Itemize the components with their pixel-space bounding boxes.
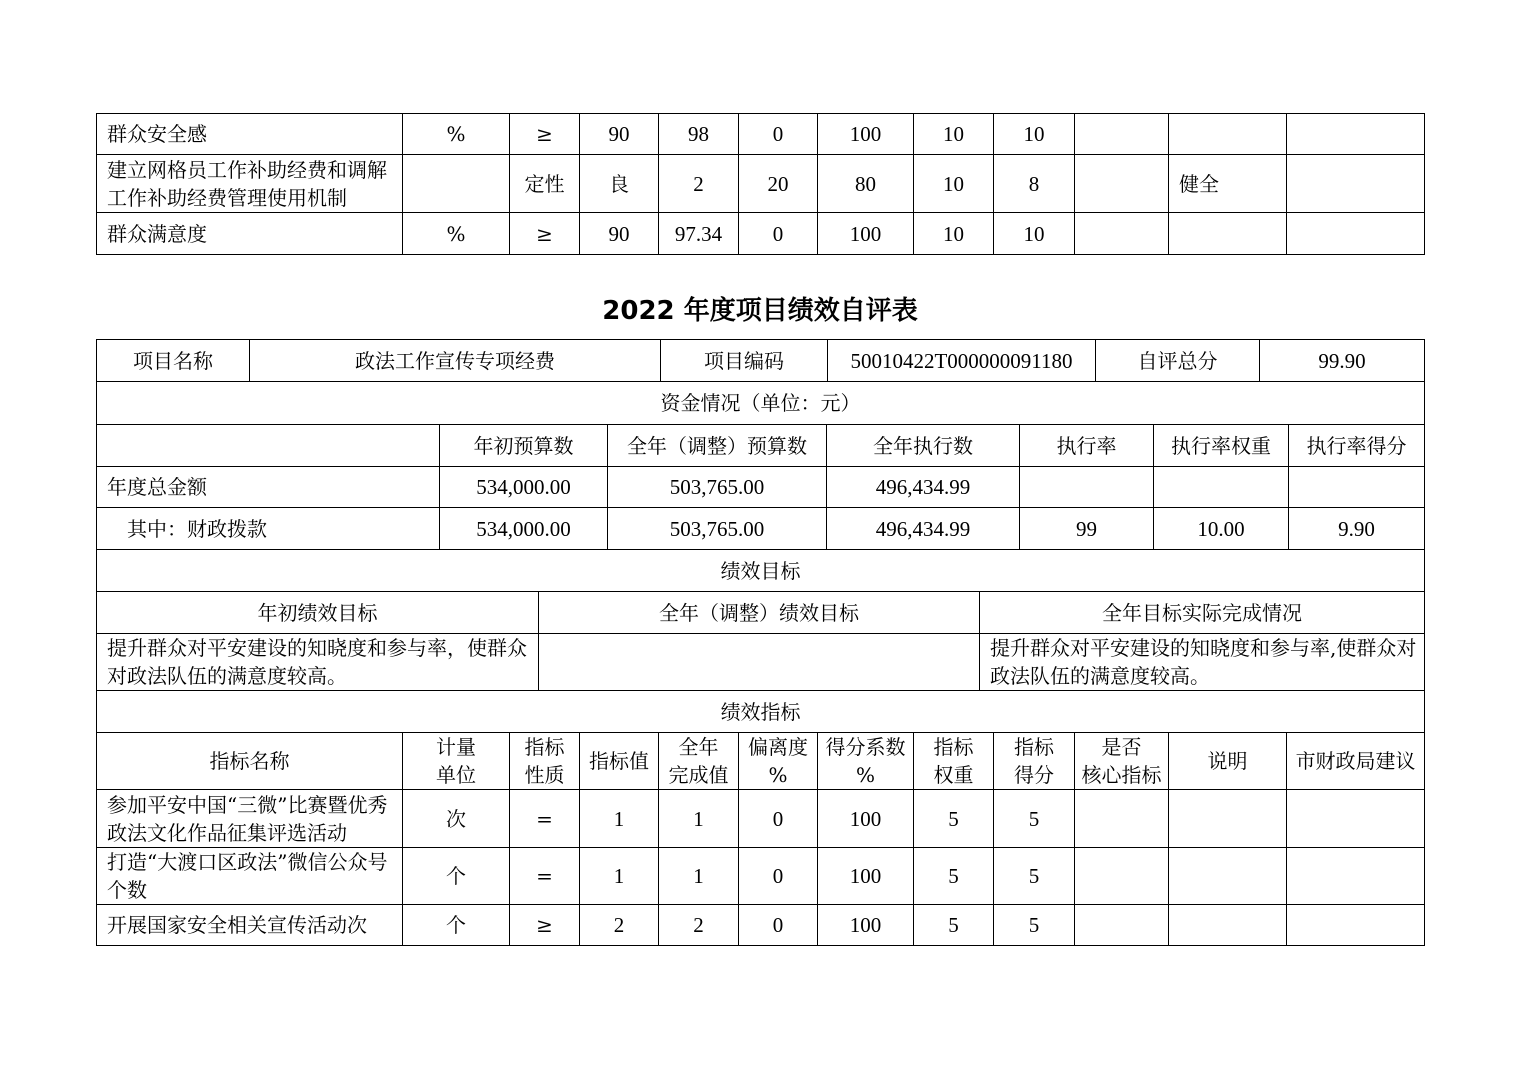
indicator-weight: 5 [914, 790, 994, 848]
total-score-label: 自评总分 [1096, 340, 1260, 382]
indicator-core [1075, 848, 1169, 905]
header-advice: 市财政局建议 [1287, 733, 1425, 790]
column-header: 执行率得分 [1289, 425, 1425, 467]
project-code: 50010422T000000091180 [828, 340, 1096, 382]
indicator-advice [1287, 114, 1425, 155]
project-name: 政法工作宣传专项经费 [250, 340, 661, 382]
indicator-target: 1 [580, 790, 659, 848]
funds-section-label: 资金情况（单位：元） [97, 382, 1425, 425]
indicator-note: 健全 [1169, 155, 1287, 213]
indicator-nature: 定性 [510, 155, 580, 213]
indicator-deviation: 0 [739, 114, 818, 155]
indicator-score: 10 [994, 213, 1075, 255]
table-row [97, 467, 1425, 508]
indicator-score: 10 [994, 114, 1075, 155]
project-info-table [96, 339, 1425, 382]
table-row [97, 508, 1425, 550]
indicator-actual: 2 [659, 155, 739, 213]
indicator-deviation: 0 [739, 905, 818, 946]
column-header: 全年（调整）绩效目标 [539, 592, 980, 634]
initial-budget: 534,000.00 [440, 467, 608, 508]
indicator-name: 建立网格员工作补助经费和调解工作补助经费管理使用机制 [97, 155, 403, 213]
header-target: 指标值 [580, 733, 659, 790]
rate-score: 9.90 [1289, 508, 1425, 550]
table-row [97, 155, 1425, 213]
indicators-section-label: 绩效指标 [97, 691, 1425, 733]
indicator-weight: 10 [914, 114, 994, 155]
indicator-coef: 100 [818, 213, 914, 255]
indicator-actual: 2 [659, 905, 739, 946]
executed-amount: 496,434.99 [827, 508, 1020, 550]
indicator-unit: 个 [403, 905, 510, 946]
indicator-core [1075, 213, 1169, 255]
adjusted-budget: 503,765.00 [608, 467, 827, 508]
indicator-score: 5 [994, 848, 1075, 905]
indicators-table [96, 690, 1425, 946]
funds-table [96, 381, 1425, 550]
project-name-label: 项目名称 [97, 340, 250, 382]
indicator-deviation: 20 [739, 155, 818, 213]
execution-rate [1020, 467, 1154, 508]
indicator-note [1169, 213, 1287, 255]
project-code-label: 项目编码 [661, 340, 828, 382]
column-header: 全年（调整）预算数 [608, 425, 827, 467]
indicator-actual: 98 [659, 114, 739, 155]
table-row [97, 790, 1425, 848]
indicator-advice [1287, 213, 1425, 255]
indicator-coef: 100 [818, 848, 914, 905]
indicator-weight: 10 [914, 155, 994, 213]
indicator-advice [1287, 790, 1425, 848]
indicator-note [1169, 905, 1287, 946]
indicator-coef: 100 [818, 114, 914, 155]
indicator-note [1169, 114, 1287, 155]
indicator-note [1169, 790, 1287, 848]
indicator-advice [1287, 905, 1425, 946]
rate-weight: 10.00 [1154, 508, 1289, 550]
indicator-name: 群众安全感 [97, 114, 403, 155]
executed-amount: 496,434.99 [827, 467, 1020, 508]
indicator-coef: 100 [818, 905, 914, 946]
indicator-name: 参加平安中国“三微”比赛暨优秀政法文化作品征集评选活动 [97, 790, 403, 848]
column-header: 全年执行数 [827, 425, 1020, 467]
execution-rate: 99 [1020, 508, 1154, 550]
indicator-header-row: 指标名称 计量 单位 指标 性质 指标值 全年 完成值 偏离度 % 得分系数 % 指标 权重 指标 得分 是否 核心指标 说明 市财政局建议 [97, 733, 1425, 790]
column-header: 全年目标实际完成情况 [980, 592, 1425, 634]
indicator-target: 2 [580, 905, 659, 946]
indicator-actual: 1 [659, 848, 739, 905]
indicator-advice [1287, 155, 1425, 213]
adjusted-budget: 503,765.00 [608, 508, 827, 550]
row-label: 其中：财政拨款 [97, 508, 440, 550]
indicator-unit [403, 155, 510, 213]
indicator-note [1169, 848, 1287, 905]
indicator-unit: % [403, 114, 510, 155]
header-note: 说明 [1169, 733, 1287, 790]
indicator-nature: ≥ [510, 213, 580, 255]
rate-weight [1154, 467, 1289, 508]
indicator-score: 5 [994, 790, 1075, 848]
indicator-unit: 个 [403, 848, 510, 905]
indicator-unit: % [403, 213, 510, 255]
indicator-name: 开展国家安全相关宣传活动次 [97, 905, 403, 946]
indicator-actual: 1 [659, 790, 739, 848]
indicator-weight: 5 [914, 905, 994, 946]
column-header: 年初预算数 [440, 425, 608, 467]
table-row [97, 848, 1425, 905]
table-row [97, 114, 1425, 155]
indicator-name: 打造“大渡口区政法”微信公众号个数 [97, 848, 403, 905]
indicator-core [1075, 905, 1169, 946]
indicator-score: 5 [994, 905, 1075, 946]
indicator-unit: 次 [403, 790, 510, 848]
indicator-target: 90 [580, 114, 659, 155]
indicator-nature: ≥ [510, 114, 580, 155]
indicator-weight: 5 [914, 848, 994, 905]
indicator-score: 8 [994, 155, 1075, 213]
indicator-core [1075, 790, 1169, 848]
goals-table [96, 549, 1425, 691]
indicator-nature: = [510, 848, 580, 905]
header-name: 指标名称 [97, 733, 403, 790]
rate-score [1289, 467, 1425, 508]
indicator-advice [1287, 848, 1425, 905]
indicator-core [1075, 114, 1169, 155]
indicator-nature: = [510, 790, 580, 848]
page-title: 2022 年度项目绩效自评表 [602, 296, 918, 326]
column-header: 年初绩效目标 [97, 592, 539, 634]
indicator-deviation: 0 [739, 848, 818, 905]
column-header: 执行率权重 [1154, 425, 1289, 467]
indicator-coef: 80 [818, 155, 914, 213]
adjusted-goal [539, 634, 980, 691]
indicator-weight: 10 [914, 213, 994, 255]
goals-section-label: 绩效目标 [97, 550, 1425, 592]
indicator-actual: 97.34 [659, 213, 739, 255]
initial-budget: 534,000.00 [440, 508, 608, 550]
indicator-core [1075, 155, 1169, 213]
indicator-deviation: 0 [739, 790, 818, 848]
indicator-coef: 100 [818, 790, 914, 848]
actual-completion: 提升群众对平安建设的知晓度和参与率,使群众对政法队伍的满意度较高。 [980, 634, 1425, 691]
table-row [97, 905, 1425, 946]
indicator-name: 群众满意度 [97, 213, 403, 255]
indicator-target: 1 [580, 848, 659, 905]
table-row [97, 213, 1425, 255]
total-score: 99.90 [1260, 340, 1425, 382]
column-header: 执行率 [1020, 425, 1154, 467]
initial-goal: 提升群众对平安建设的知晓度和参与率，使群众对政法队伍的满意度较高。 [97, 634, 539, 691]
indicator-target: 90 [580, 213, 659, 255]
previous-indicator-table [96, 113, 1425, 255]
indicator-nature: ≥ [510, 905, 580, 946]
indicator-deviation: 0 [739, 213, 818, 255]
indicator-target: 良 [580, 155, 659, 213]
row-label: 年度总金额 [97, 467, 440, 508]
